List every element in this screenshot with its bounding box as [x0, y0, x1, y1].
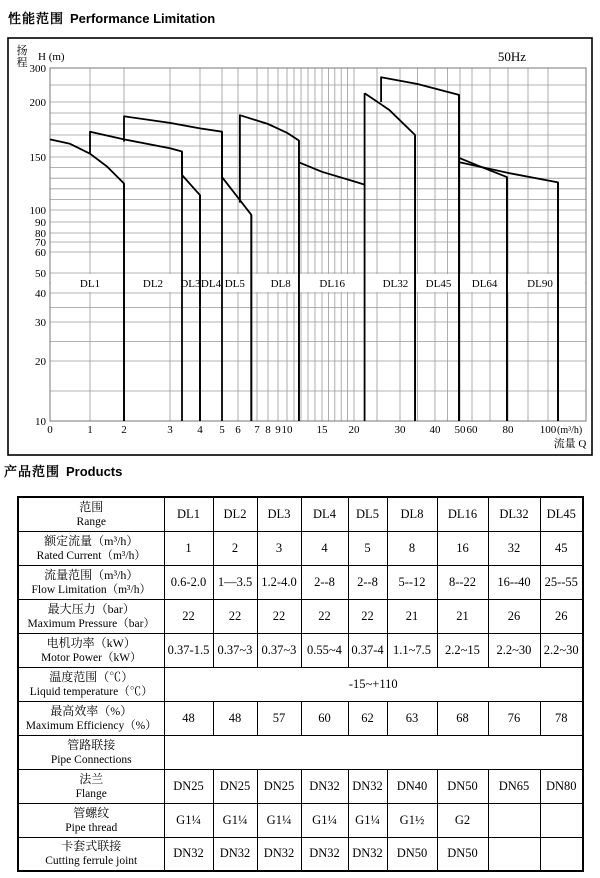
table-cell: 76 — [488, 701, 540, 735]
table-cell — [540, 803, 583, 837]
table-cell: 2.2~15 — [437, 633, 488, 667]
table-row — [18, 667, 583, 701]
x-tick-label: 8 — [265, 424, 271, 436]
column-header-DL45: DL45 — [540, 497, 583, 531]
table-cell: DN65 — [488, 769, 540, 803]
table-cell: 21 — [437, 599, 488, 633]
y-tick-label: 80 — [35, 228, 46, 240]
y-axis-title: H (m) — [38, 51, 65, 63]
y-tick-label: 200 — [29, 97, 46, 109]
table-cell: DN32 — [301, 769, 348, 803]
y-tick-label: 90 — [35, 217, 46, 229]
table-cell: 48 — [213, 701, 257, 735]
table-cell: 8 — [387, 531, 437, 565]
x-tick-label: 1 — [87, 424, 93, 436]
table-cell: 22 — [301, 599, 348, 633]
x-tick-label: 0 — [47, 424, 53, 436]
table-cell: G1¼ — [348, 803, 387, 837]
table-cell: 0.55~4 — [301, 633, 348, 667]
column-header-DL5: DL5 — [348, 497, 387, 531]
table-cell: 1—3.5 — [213, 565, 257, 599]
table-cell: 68 — [437, 701, 488, 735]
table-cell: DN32 — [257, 837, 301, 871]
table-row — [18, 769, 583, 803]
table-cell: DN50 — [387, 837, 437, 871]
table-header-row — [18, 497, 583, 531]
table-cell — [540, 837, 583, 871]
heading-chinese: 性能范围 — [8, 11, 65, 26]
envelope-DL32 — [365, 93, 416, 421]
x-axis-unit: (m³/h) — [557, 425, 583, 436]
chart-frame — [8, 38, 592, 455]
x-tick-label: 6 — [235, 424, 241, 436]
x-tick-label: 15 — [316, 424, 328, 436]
table-row — [18, 633, 583, 667]
table-row — [18, 837, 583, 871]
y-tick-label: 60 — [35, 247, 46, 259]
column-header-DL2: DL2 — [213, 497, 257, 531]
row-label: 范围 Range — [18, 497, 164, 531]
table-cell: 16--40 — [488, 565, 540, 599]
row-label: 管路联接 Pipe Connections — [18, 735, 164, 769]
table-cell: 48 — [164, 701, 213, 735]
model-label-DL90: DL90 — [527, 278, 553, 290]
table-cell: 57 — [257, 701, 301, 735]
y-tick-label: 50 — [35, 268, 46, 280]
table-cell: 0.37-4 — [348, 633, 387, 667]
y-tick-label: 100 — [29, 205, 46, 217]
model-label-DL32: DL32 — [382, 278, 409, 290]
y-tick-label: 20 — [35, 356, 46, 368]
x-axis-title: 流量 Q — [553, 438, 587, 450]
y-tick-label: 150 — [29, 152, 46, 164]
row-label: 最大压力（bar） Maximum Pressure（bar） — [18, 599, 164, 633]
table-cell: 32 — [488, 531, 540, 565]
table-cell: 26 — [540, 599, 583, 633]
table-cell: DN25 — [164, 769, 213, 803]
table-cell: DN80 — [540, 769, 583, 803]
y-tick-label: 30 — [35, 317, 46, 329]
row-label: 卡套式联接 Cutting ferrule joint — [18, 837, 164, 871]
table-cell: G1¼ — [257, 803, 301, 837]
table-cell: 2.2~30 — [540, 633, 583, 667]
column-header-DL8: DL8 — [387, 497, 437, 531]
envelope-DL4-DL5 — [124, 116, 251, 421]
table-cell: G1¼ — [301, 803, 348, 837]
table-cell: 1.2-4.0 — [257, 565, 301, 599]
frequency-label: 50Hz — [497, 49, 527, 64]
table-cell: 0.6-2.0 — [164, 565, 213, 599]
heading-english: Performance Limitation — [70, 11, 216, 26]
y-tick-label: 70 — [35, 237, 46, 249]
table-cell: DN32 — [348, 837, 387, 871]
table-cell: 22 — [213, 599, 257, 633]
x-tick-label: 4 — [197, 424, 203, 436]
table-row — [18, 803, 583, 837]
products-heading-chinese: 产品范围 — [4, 464, 61, 479]
column-header-DL16: DL16 — [437, 497, 488, 531]
table-cell: 2--8 — [348, 565, 387, 599]
table-cell: 78 — [540, 701, 583, 735]
table-cell: 16 — [437, 531, 488, 565]
row-label: 管螺纹 Pipe thread — [18, 803, 164, 837]
merged-value-cell: -15~+110 — [164, 667, 583, 701]
row-label: 流量范围（m³/h） Flow Limitation（m³/h） — [18, 565, 164, 599]
table-cell: 0.37~3 — [213, 633, 257, 667]
table-cell: DN32 — [164, 837, 213, 871]
products-heading-english: Products — [66, 464, 123, 479]
x-tick-label: 30 — [394, 424, 406, 436]
table-row — [18, 565, 583, 599]
table-cell: 0.37-1.5 — [164, 633, 213, 667]
y-axis-title-cn-2: 程 — [16, 57, 28, 69]
x-tick-label: 7 — [254, 424, 260, 436]
table-cell: 1 — [164, 531, 213, 565]
y-axis-title-cn-1: 扬 — [16, 45, 28, 57]
table-cell: 45 — [540, 531, 583, 565]
table-cell: DN50 — [437, 769, 488, 803]
products-table-container — [17, 496, 584, 872]
table-cell: G1½ — [387, 803, 437, 837]
table-cell: 1.1~7.5 — [387, 633, 437, 667]
x-tick-label: 20 — [348, 424, 360, 436]
table-row — [18, 531, 583, 565]
column-header-DL3: DL3 — [257, 497, 301, 531]
table-cell: 8--22 — [437, 565, 488, 599]
table-cell: DN25 — [213, 769, 257, 803]
model-label-DL2: DL2 — [142, 278, 164, 290]
model-label-DL16: DL16 — [319, 278, 346, 290]
x-tick-label: 80 — [502, 424, 514, 436]
table-cell: 22 — [348, 599, 387, 633]
model-label-DL3: DL3 — [180, 278, 201, 290]
y-tick-label: 10 — [35, 416, 46, 428]
table-cell: 60 — [301, 701, 348, 735]
x-tick-label: 9 — [275, 424, 281, 436]
table-cell: DN50 — [437, 837, 488, 871]
envelope-DL16 — [299, 162, 365, 184]
table-cell: 22 — [257, 599, 301, 633]
x-tick-label: 60 — [466, 424, 478, 436]
envelope-DL8 — [240, 115, 299, 421]
table-cell: DN40 — [387, 769, 437, 803]
table-cell: DN25 — [257, 769, 301, 803]
table-cell — [488, 837, 540, 871]
model-label-DL5: DL5 — [224, 278, 245, 290]
table-row — [18, 735, 583, 769]
x-tick-label: 3 — [167, 424, 173, 436]
table-cell: 62 — [348, 701, 387, 735]
x-tick-label: 5 — [219, 424, 225, 436]
table-cell: 25--55 — [540, 565, 583, 599]
column-header-DL32: DL32 — [488, 497, 540, 531]
row-label: 法兰 Flange — [18, 769, 164, 803]
products-heading — [4, 461, 122, 480]
table-cell: 63 — [387, 701, 437, 735]
table-cell: 21 — [387, 599, 437, 633]
table-cell: DN32 — [213, 837, 257, 871]
table-cell: 5--12 — [387, 565, 437, 599]
model-label-DL64: DL64 — [471, 278, 498, 290]
y-tick-label: 40 — [35, 288, 46, 300]
table-cell: 0.37~3 — [257, 633, 301, 667]
table-cell: G2 — [437, 803, 488, 837]
x-tick-label: 2 — [121, 424, 127, 436]
table-cell: 22 — [164, 599, 213, 633]
row-label: 温度范围（℃） Liquid temperature（℃） — [18, 667, 164, 701]
model-label-band — [51, 274, 585, 292]
x-tick-label: 10 — [281, 424, 293, 436]
model-label-DL45: DL45 — [425, 278, 452, 290]
model-label-DL8: DL8 — [270, 278, 291, 290]
table-cell: G1¼ — [213, 803, 257, 837]
table-cell: 3 — [257, 531, 301, 565]
table-cell: 2 — [213, 531, 257, 565]
x-tick-label: 40 — [429, 424, 441, 436]
column-header-DL4: DL4 — [301, 497, 348, 531]
row-label: 最高效率（%） Maximum Efficiency（%） — [18, 701, 164, 735]
table-row — [18, 701, 583, 735]
table-cell: 4 — [301, 531, 348, 565]
table-cell: 2--8 — [301, 565, 348, 599]
y-tick-label: 300 — [29, 63, 46, 75]
model-label-DL4: DL4 — [200, 278, 222, 290]
table-cell: 2.2~30 — [488, 633, 540, 667]
x-tick-label: 100 — [539, 424, 557, 436]
table-cell: DN32 — [348, 769, 387, 803]
model-label-DL1: DL1 — [79, 278, 101, 290]
table-cell: 5 — [348, 531, 387, 565]
table-cell: G1¼ — [164, 803, 213, 837]
x-tick-label: 50 — [454, 424, 466, 436]
table-cell — [488, 803, 540, 837]
row-label: 电机功率（kW） Motor Power（kW） — [18, 633, 164, 667]
plot-border — [50, 68, 586, 421]
table-cell: DN32 — [301, 837, 348, 871]
row-label: 额定流量（m³/h） Rated Current（m³/h） — [18, 531, 164, 565]
products-table — [17, 496, 584, 872]
column-header-DL1: DL1 — [164, 497, 213, 531]
table-row — [18, 599, 583, 633]
merged-value-cell — [164, 735, 583, 769]
table-cell: 26 — [488, 599, 540, 633]
